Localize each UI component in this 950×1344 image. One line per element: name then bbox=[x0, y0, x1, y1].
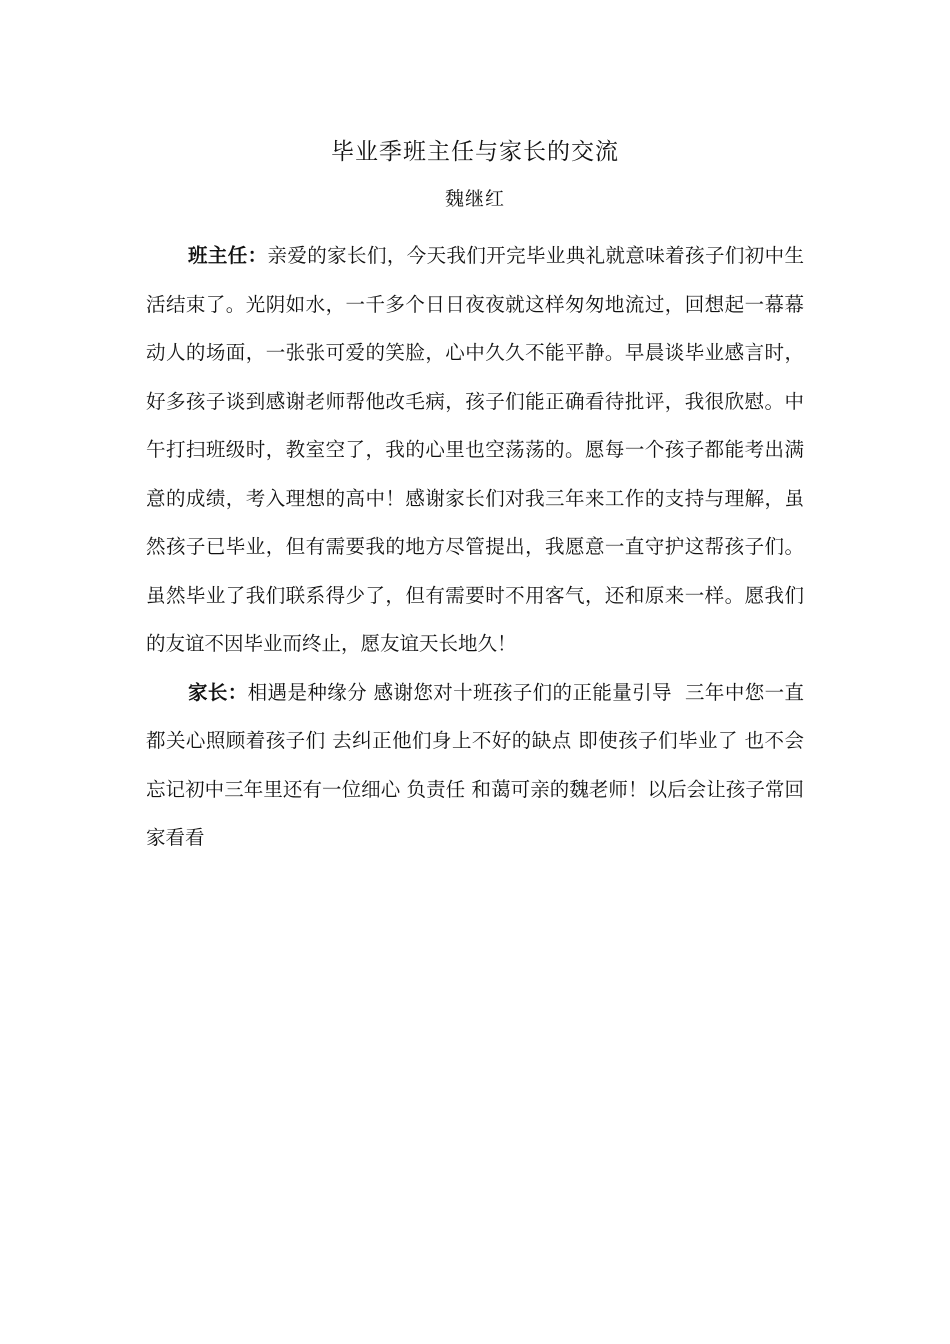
speaker-label-teacher: 班主任： bbox=[188, 244, 268, 267]
document-author: 魏继红 bbox=[444, 188, 505, 210]
speaker-label-parent: 家长： bbox=[188, 680, 248, 704]
paragraph-text-teacher: 亲爱的家长们，今天我们开完毕业典礼就意味着孩子们初中生活结束了。光阴如水，一千多个日日夜夜就这样匆匆地流过，回想起一幕幕动人的场面，一张张可爱的笑脸，心中久久不能平静。早晨谈毕业感言时，好多孩子谈到感谢老师帮他改毛病，孩子们能正确看待批评，我很欣慰。中午打扫班级时，教室空了，我的心里也空荡荡的。愿每一个孩子都能考出满意的成绩，考入理想的高中！感谢家长们对我三年来工作的支持与理解，虽然孩子已毕业，但有需要我的地方尽管提出，我愿意一直守护这帮孩子们。虽然毕业了我们联系得少了，但有需要时不用客气，还和原来一样。愿我们的友谊不因毕业而终止，愿友谊天长地久！ bbox=[146, 244, 804, 655]
paragraph-text-parent: 相遇是种缘分 感谢您对十班孩子们的正能量引导 三年中您一直都关心照顾着孩子们 去纠正他们身上不好的缺点 即使孩子们毕业了 也不会忘记初中三年里还有一位细心 负责任 和蔼可亲的魏老师！以后会让孩子常回家看看 bbox=[146, 680, 804, 849]
document-body bbox=[146, 232, 804, 863]
document-title: 毕业季班主任与家长的交流 bbox=[331, 139, 619, 165]
paragraph-parent bbox=[146, 669, 804, 863]
paragraph-teacher bbox=[146, 232, 804, 669]
